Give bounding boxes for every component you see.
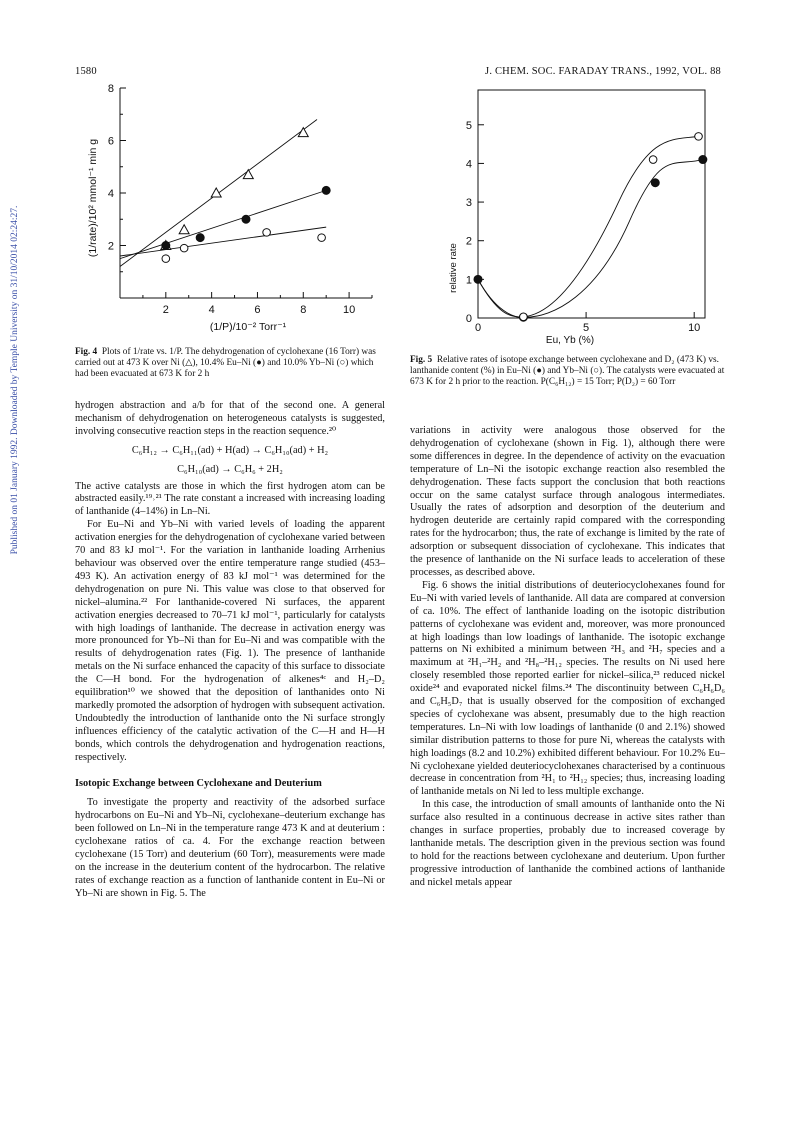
left-paragraph-2: The active catalysts are those in which the first hydrogen atom can be abstracted easily.¹⁹˒²¹ The rate constant a increased with increasing loading of lanthanide (4–14%) in Ln–Ni. <box>75 480 385 518</box>
fig5-point-0 <box>651 179 659 187</box>
fig5-y-axis-label: relative rate <box>448 243 459 293</box>
fig5-curve-yb-ni <box>478 136 699 317</box>
fig4-y-tick-label: 8 <box>107 83 114 95</box>
fig4-caption-text: Plots of 1/rate vs. 1/P. The dehydrogenation of cyclohexane (16 Torr) was carried out at 473 K over Ni (△), 10.4% Eu–Ni (●) and 10.0% Yb–Ni (○) which had been evacuated at 673 K for 2 h <box>75 347 376 380</box>
fig4-caption <box>75 347 385 381</box>
fig4-x-axis-label: (1/P)/10⁻² Torr⁻¹ <box>209 321 287 333</box>
fig4-point-1 <box>322 186 330 194</box>
fig4-fit-line-1 <box>120 190 326 258</box>
fig4-point-2 <box>162 255 170 263</box>
fig4-point-2 <box>180 244 188 252</box>
fig5-y-tick-label: 0 <box>465 313 472 325</box>
fig5-x-tick-label: 0 <box>474 322 482 334</box>
fig4-y-tick-label: 4 <box>107 188 114 200</box>
right-column <box>410 425 725 890</box>
equation-1: C₆H₁₂ → C₆H₁₁(ad) + H(ad) → C₆H₁₀(ad) + H₂ <box>131 444 329 456</box>
fig4-point-1 <box>162 242 170 250</box>
fig4-fit-line-2 <box>120 227 326 256</box>
fig5-y-tick-label: 4 <box>465 158 472 171</box>
fig4-y-tick-label: 6 <box>107 135 114 148</box>
fig4-x-tick-label: 6 <box>254 304 261 316</box>
fig5-data-points <box>474 133 707 322</box>
figure-5-chart <box>440 78 715 350</box>
fig4-y-tick-label: 2 <box>107 240 114 253</box>
left-paragraph-4: To investigate the property and reactivity of the adsorbed surface hydrocarbons on Eu–Ni and Yb–Ni, cyclohexane–deuterium exchange has been followed on Ln–Ni in the temperature range 473 K and at deuterium : cyclohexane ratios of ca. 4. For the exchange reaction between cyclohexane (15 Torr) and deuterium (60 Torr), measurements were made on the increase in the deuterium content of the hydrocarbon. The relative rates of exchange reaction as a function of lanthanide content in Eu–Ni or Yb–Ni are shown in Fig. 5. The <box>75 797 385 899</box>
fig5-x-axis-label: Eu, Yb (%) <box>545 335 595 346</box>
fig5-y-tick-label: 2 <box>465 235 472 248</box>
fig5-x-tick-label: 10 <box>688 322 701 334</box>
fig4-fit-lines <box>120 120 326 267</box>
fig4-point-2 <box>263 229 271 237</box>
right-paragraph-1: variations in activity were analogous those observed for the dehydrogenation of cyclohexane (shown in Fig. 1), although there were some differences in degree. In the dependence of activity on the evacuation temperature of Ln–Ni the isotopic exchange reaction also resembled the dehydrogenation. These facts support the conclusion that both reactions occur on the same catalyst surface through analogous intermediates. Usually the rates of adsorption and desorption of the deuterium and hydrogen deuteride are certainly rapid compared with the corresponding rates for the hydrocarbon; thus, the rate of exchange is limited by the rate of adsorption or subsequent dissociation of cyclohexane. This indicates that the presence of lanthanide on the Ni surface leads to acceleration of these processes, as described above. <box>410 425 725 578</box>
section-heading: Isotopic Exchange between Cyclohexane and Deuterium <box>75 778 322 790</box>
fig5-point-1 <box>649 156 657 164</box>
fig5-point-0 <box>699 156 707 164</box>
fig5-caption-text: Relative rates of isotope exchange between cyclohexane and D₂ (473 K) vs. lanthanide content (%) in Eu–Ni (●) and Yb–Ni (○). The catalysts were evacuated at 673 K for 2 h prior to the reaction. P(C₆H₁₂) = 15 Torr; P(D₂) = 60 Torr <box>410 355 725 388</box>
fig5-y-tick-label: 3 <box>465 197 472 210</box>
journal-header: J. CHEM. SOC. FARADAY TRANS., 1992, VOL. 88 <box>485 66 721 77</box>
fig5-point-0 <box>474 275 482 283</box>
fig5-y-tick-label: 1 <box>465 274 472 287</box>
right-paragraph-3: In this case, the introduction of small amounts of lanthanide onto the Ni surface also resulted in a continuous decrease in active sites rather than changes in surface properties, probably due to increased coverage by lanthanide metals. The description given in the previous section was found to hold for the reactions between cyclohexane and deuterium. Upon further progressive introduction of lanthanide the combined actions of lanthanide and nickel metals appear <box>410 799 725 888</box>
fig5-caption-label: Fig. 5 <box>410 355 433 365</box>
fig4-axes <box>108 83 372 316</box>
left-column <box>75 400 385 901</box>
left-paragraph-1: hydrogen abstraction and a/b for that of the second one. A general mechanism of dehydrogenation on heterogeneous catalysts is suggested, involving consecutive reaction steps in the reaction sequence.²⁰ <box>75 400 385 437</box>
fig5-x-tick-label: 5 <box>583 322 590 334</box>
fig4-point-2 <box>318 234 326 242</box>
fig5-caption <box>410 355 725 389</box>
fig5-curve-eu-ni <box>478 160 703 318</box>
fig5-axes <box>466 90 705 334</box>
fig4-point-0 <box>243 170 253 179</box>
fig5-point-1 <box>520 313 528 321</box>
fig4-x-tick-label: 8 <box>300 304 307 316</box>
figure-4-chart <box>82 78 382 340</box>
left-paragraph-3: For Eu–Ni and Yb–Ni with varied levels of loading the apparent activation energies for the dehydrogenation of cyclohexane varied between 70 and 83 kJ mol⁻¹. For the variation in lanthanide loading Arrhenius behaviour was observed over the entire temperature range studied (453–493 K). An activation energy of 83 kJ mol⁻¹ was determined for the dehydrogenation on pure Ni. This value was close to that observed for nickel–alumina.²² For lanthanide-covered Ni surfaces, the apparent activation energies decreased to 70–71 kJ mol⁻¹, particularly for catalysts with high loadings of lanthanide. The decrease in activation energy was more pronounced for Yb–Ni than for Eu–Ni and was compatible with the results of dehydrogenation rates (Fig. 1). The presence of lanthanide metals on the Ni surface enhanced the capacity of this surface to dissociate the C—H bond. For the hydrogenation of alkenes⁴ᶜ and H₂–D₂ equilibration¹⁰ we showed that the deposition of lanthanides onto Ni markedly promoted the adsorption of hydrogen with subsequent activation. Undoubtedly the introduction of lanthanide onto the Ni surface strongly influences efficiency of the catalytic activation of the C—H and H—H bonds, which controls the dehydrogenation and hydrogenation reactions, respectively. <box>75 519 385 763</box>
fig4-point-1 <box>242 215 250 223</box>
fig5-plot-frame <box>478 90 705 318</box>
page-number: 1580 <box>75 66 97 77</box>
fig5-point-1 <box>695 133 703 141</box>
fig4-data-points <box>161 128 330 263</box>
fig4-x-tick-label: 10 <box>342 304 356 316</box>
right-paragraph-2: Fig. 6 shows the initial distributions of deuteriocyclohexanes found for Eu–Ni with varied levels of lanthanide. All data are compared at conversion of ca. 10%. The effect of lanthanide loading on the isotopic distribution patterns of cyclohexane was evident and, moreover, was more pronounced at high loadings than low loadings of lanthanide. The isotopic exchange patterns on Ni exhibited a minimum between ²H₃ and ²H₇ species and a maximum at ²H₁–²H₂ and ²H₈–²H₁₂ species. The results on Ni used here closely resembled those reported earlier for nickel–silica,²³ reduced nickel oxide²⁴ and evaporated nickel films.²⁴ The discontinuity between C₆H₆D₆ and C₆H₅D₇ that is usually observed for the composition of exchanged species of cyclohexane was absent, presumably due to the high reaction temperatures. Ln–Ni with low loadings of lanthanide (0 and 2.1%) showed similar distribution patterns to those for pure Ni, whereas the catalysts with high loadings (8.2 and 10.2%) exhibited different behaviour. For 10.2% Eu–Ni cyclohexane yielded deuteriocyclohexanes characterised by a continuous decrease in concentration from ²H₁ to ²H₁₂ species; thus, increasing loading of lanthanide metals on Ni led to less multiple exchange. <box>410 579 725 798</box>
fig4-y-axis-label: (1/rate)/10² mmol⁻¹ min g <box>87 138 99 258</box>
fig4-x-tick-label: 4 <box>208 304 215 316</box>
fig5-curves <box>478 136 703 317</box>
fig4-x-tick-label: 2 <box>162 304 169 316</box>
fig4-point-1 <box>196 234 204 242</box>
equation-2: C₆H₁₀(ad) → C₆H₆ + 2H₂ <box>177 463 283 475</box>
download-watermark: Published on 01 January 1992. Downloaded by Temple University on 31/10/2014 02:24:27. <box>10 205 20 555</box>
fig4-caption-label: Fig. 4 <box>75 347 98 357</box>
fig5-y-tick-label: 5 <box>465 119 472 132</box>
fig4-point-0 <box>179 225 189 234</box>
